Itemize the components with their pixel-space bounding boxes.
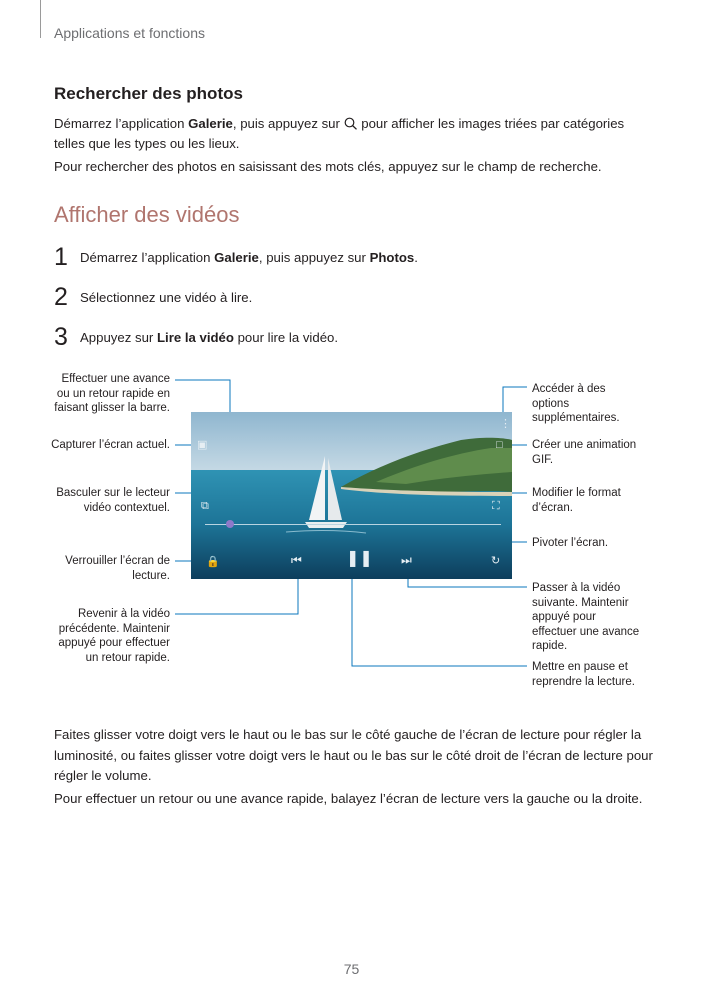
callout-previous: Revenir à la vidéo précédente. Maintenir appuyé pour effectuer un retour rapide. [58,608,170,664]
callout-seek: Effectuer une avance ou un retour rapide en faisant glisser la barre. [54,373,170,414]
aspect-ratio-icon[interactable]: ⛶ [492,500,500,512]
videos-heading: Afficher des vidéos [54,202,240,227]
pause-icon[interactable]: ❚❚ [346,550,373,567]
callout-capture: Capturer l’écran actuel. [51,439,170,451]
callout-gif: Créer une animation GIF. [532,439,637,466]
search-paragraph-2: Pour rechercher des photos en saisissant des mots clés, appuyez sur le champ de recherche. [54,159,602,174]
callout-popup-player: Basculer sur le lecteur vidéo contextuel. [56,487,170,514]
chapter-header: Applications et fonctions [54,25,205,41]
seek-handle[interactable] [226,520,234,528]
step-2: 2 Sélectionnez une vidéo à lire. [54,283,253,311]
rotate-icon[interactable]: ↻ [491,555,501,567]
step-number: 3 [54,323,68,351]
step-1: 1 Démarrez l’application Galerie, puis appuyez sur Photos. [54,243,418,271]
footer-paragraph-2: Pour effectuer un retour ou une avance rapide, balayez l’écran de lecture vers la gauche ou la droite. [54,791,643,806]
callout-aspect-ratio: Modifier le format d’écran. [532,487,621,514]
next-icon[interactable]: ⏭ [401,553,412,567]
step-number: 1 [54,243,68,271]
gif-icon[interactable]: □ [496,439,503,451]
footer-paragraph-1: Faites glisser votre doigt vers le haut ou le bas sur le côté gauche de l’écran de lecture pour régler la luminosité, ou faites glisser votre doigt vers le haut ou le bas sur le côté droit de l’écran de lecture pour régler le volume. [54,727,653,783]
step-3: 3 Appuyez sur Lire la vidéo pour lire la vidéo. [54,323,339,351]
callout-rotate: Pivoter l’écran. [532,537,609,549]
step-number: 2 [54,283,68,311]
lock-icon[interactable]: 🔒 [206,556,220,568]
page-number: 75 [343,961,360,977]
callout-lock: Verrouiller l’écran de lecture. [65,555,170,582]
more-options-icon[interactable]: ⋮ [500,418,511,430]
capture-icon[interactable]: ▣ [197,439,208,451]
seek-bar[interactable] [205,524,501,525]
search-heading: Rechercher des photos [54,84,243,103]
callout-line-pause [352,570,527,666]
search-paragraph-1: Démarrez l’application Galerie, puis appuyez sur pour afficher les images triées par catégories telles que les types ou les lieux. [54,116,625,151]
callout-more-options: Accéder à des options supplémentaires. [532,383,620,424]
previous-icon[interactable]: ⏮ [291,553,302,567]
callout-pause: Mettre en pause et reprendre la lecture. [532,661,635,688]
callout-next: Passer à la vidéo suivante. Maintenir appuyé pour effectuer une avance rapide. [532,582,640,652]
popup-player-icon[interactable]: ⧉ [201,500,209,512]
video-player-screen[interactable] [191,412,512,579]
